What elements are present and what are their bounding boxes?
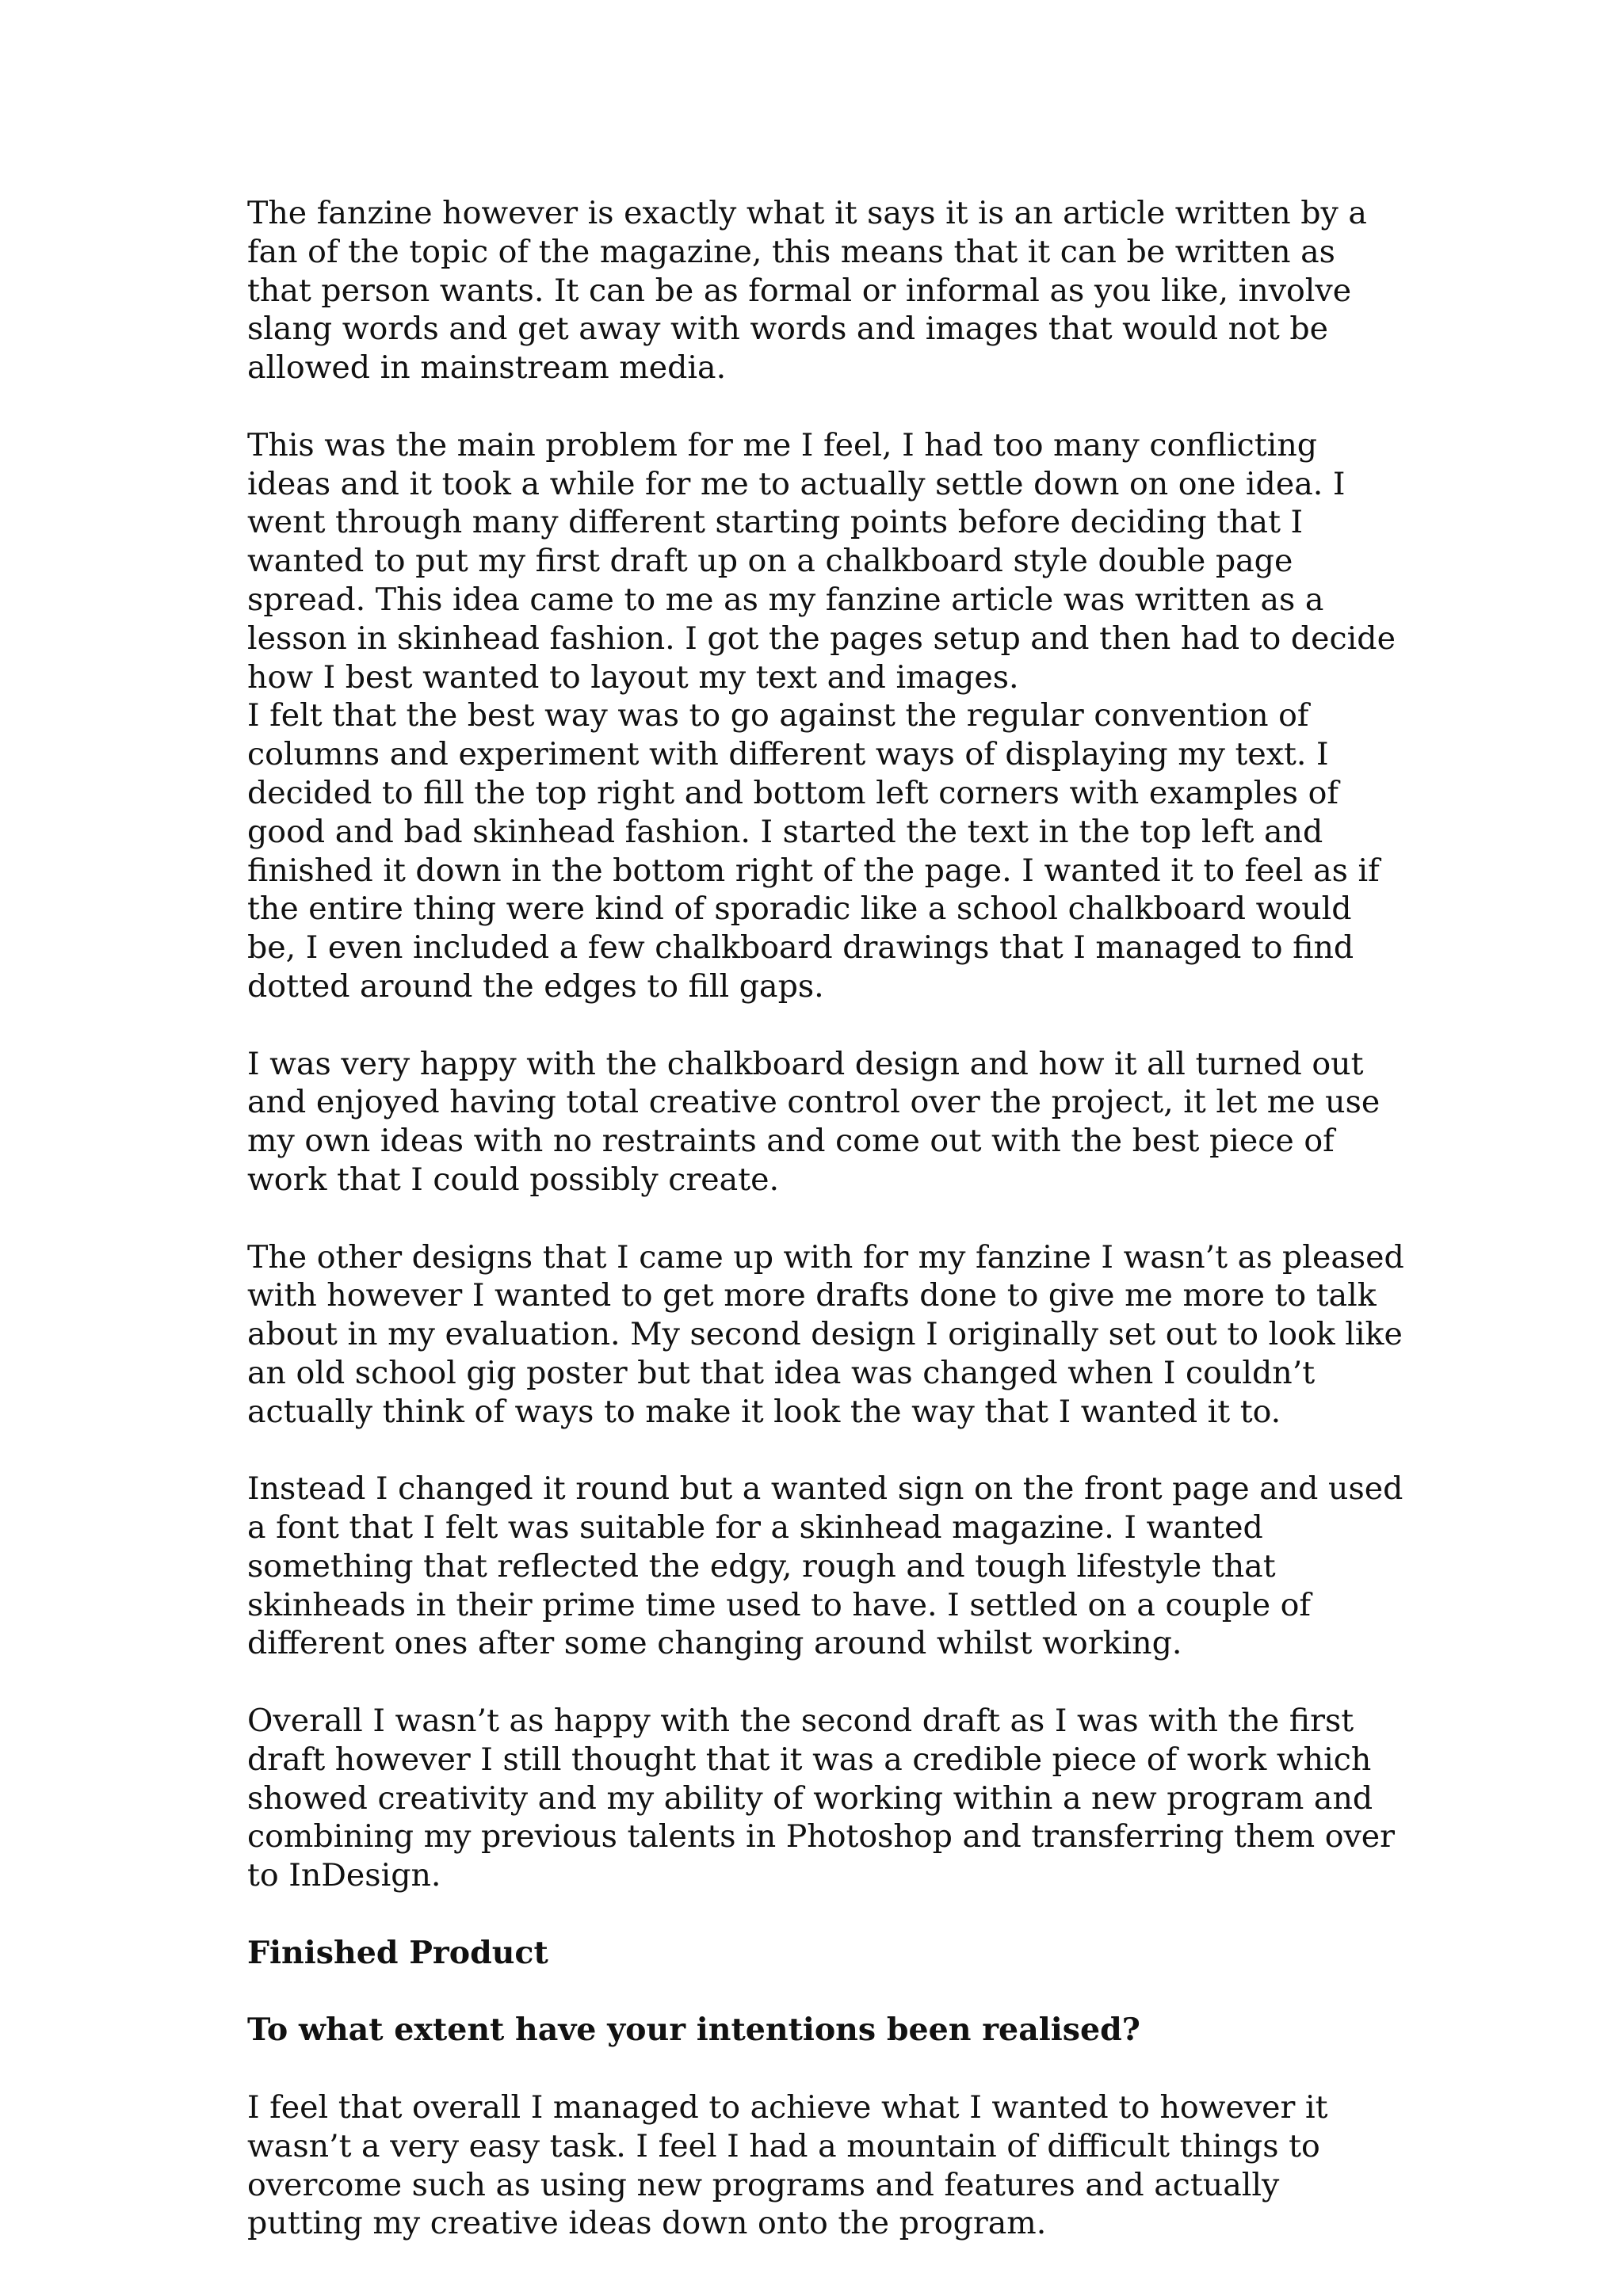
paragraph-chalkboard-happy: I was very happy with the chalkboard design and how it all turned out and enjoyed having total creative control over the project, it let me use my own ideas with no restraints and come out with the best piece of work that I could possibly create. [247,1045,1381,1198]
heading-finished-product: Finished Product [247,1934,548,1971]
heading-intentions-question: To what extent have your intentions been realised? [247,2012,1140,2049]
paragraph-other-designs: The other designs that I came up with for my fanzine I wasn’t as pleased with however I wanted to get more drafts done to give me more to talk about in my evaluation. My second design I originally set out to look like an old school gig poster but that idea was changed when I couldn’t actually think of ways to make it look the way that I wanted it to. [247,1238,1404,1430]
paragraph-layout-experiment: I felt that the best way was to go against the regular convention of columns and experiment with different ways of displaying my text. I decided to fill the top right and bottom left corners with examples of good and bad skinhead fashion. I started the text in the top left and finished it down in the bottom right of the page. I wanted it to feel as if the entire thing were kind of sporadic like a school chalkboard would be, I even included a few chalkboard drawings that I managed to find dotted around the edges to fill gaps. [247,697,1380,1005]
paragraph-final: I feel that overall I managed to achieve what I wanted to however it wasn’t a very easy task. I feel I had a mountain of difficult things to overcome such as using new programs and features and actually putting my creative ideas down onto the program. [247,2089,1328,2242]
paragraph-second-draft: Overall I wasn’t as happy with the second draft as I was with the first draft however I still thought that it was a credible piece of work which showed creativity and my ability of working within a new program and combining my previous talents in Photoshop and transferring them over to InDesign. [247,1703,1396,1894]
document-body [247,194,1404,2282]
paragraph-conflicting-ideas: This was the main problem for me I feel, I had too many conflicting ideas and it took a while for me to actually settle down on one idea. I went through many different starting points before deciding that I wanted to put my first draft up on a chalkboard style double page spread. This idea came to me as my fanzine article was written as a lesson in skinhead fashion. I got the pages setup and then had to decide how I best wanted to layout my text and images. [247,426,1396,696]
paragraph-wanted-sign: Instead I changed it round but a wanted sign on the front page and used a font that I felt was suitable for a skinhead magazine. I wanted something that reflected the edgy, rough and tough lifestyle that skinheads in their prime time used to have. I settled on a couple of different ones after some changing around whilst working. [247,1470,1403,1662]
paragraph-fanzine-definition: The fanzine however is exactly what it says it is an article written by a fan of the topic of the magazine, this means that it can be written as that person wants. It can be as formal or informal as you like, involve slang words and get away with words and images that would not be allowed in mainstream media. [247,195,1367,387]
